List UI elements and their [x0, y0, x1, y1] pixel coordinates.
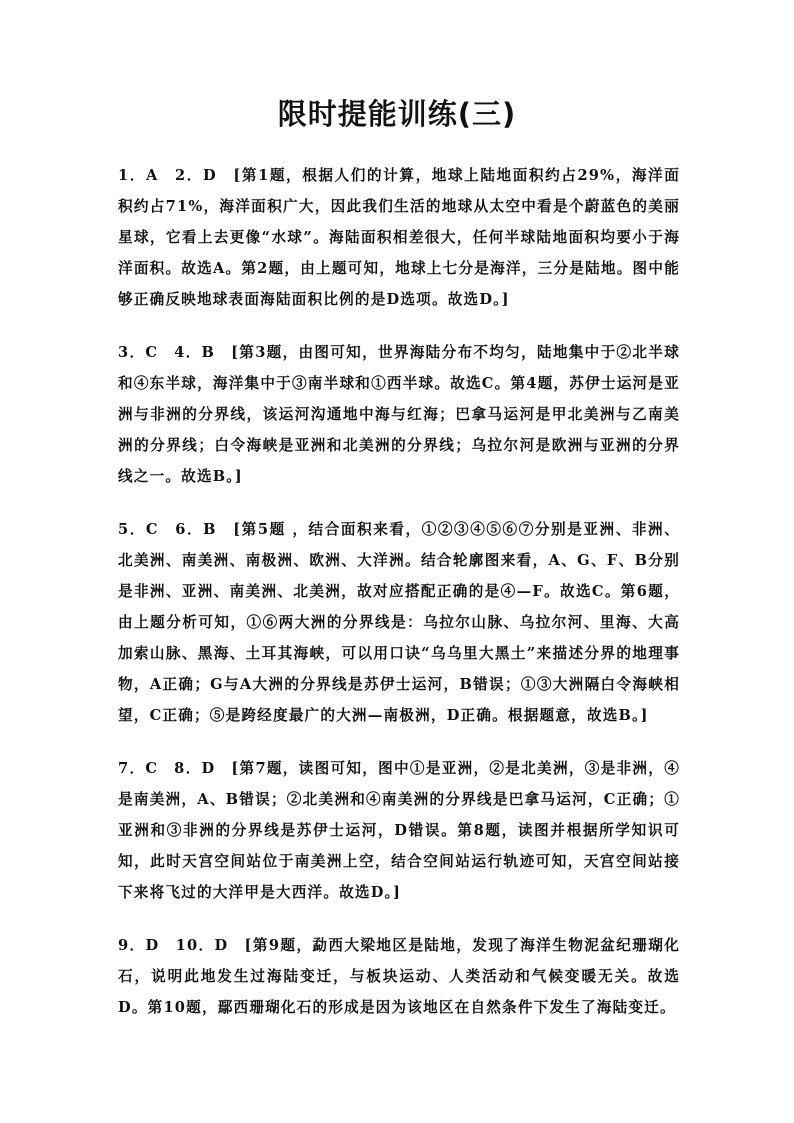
answer-paragraph-9-10: 9．D 10．D [第9题，勐西大梁地区是陆地，发现了海洋生物泥盆纪珊瑚化石，说明此地发生过海陆变迁，与板块运动、人类活动和气候变暖无关。故选D。第10题，鄢西珊瑚化石的形成是因为该地区在自然条件下发生了海陆变迁。 [118, 937, 680, 1016]
answer-content [118, 160, 680, 1045]
answer-paragraph-1-2: 1．A 2．D [第1题，根据人们的计算，地球上陆地面积约占29%，海洋面积约占71%，海洋面积广大，因此我们生活的地球从太空中看是个蔚蓝色的美丽星球，它看上去更像“水球”。海陆面积相差很大，任何半球陆地面积均要小于海洋面积。故选A。第2题，由上题可知，地球上七分是海洋，三分是陆地。图中能够正确反映地球表面海陆面积比例的是D选项。故选D。] [118, 167, 680, 308]
document-title: 限时提能训练(三) [277, 97, 517, 131]
answer-paragraph-7-8: 7．C 8．D [第7题，读图可知，图中①是亚洲，②是北美洲，③是非洲，④是南美洲，A、B错误；②北美洲和④南美洲的分界线是巴拿马运河，C正确；①亚洲和③非洲的分界线是苏伊士运河，D错误。第8题，读图并根据所学知识可知，此时天宫空间站位于南美洲上空，结合空间站运行轨迹可知，天宫空间站接下来将飞过的大洋甲是大西洋。故选D。] [118, 760, 680, 901]
answer-paragraph-3-4: 3．C 4．B [第3题，由图可知，世界海陆分布不均匀，陆地集中于②北半球和④东半球，海洋集中于③南半球和①西半球。故选C。第4题，苏伊士运河是亚洲与非洲的分界线，该运河沟通地中海与红海；巴拿马运河是甲北美洲与乙南美洲的分界线；白令海峡是亚洲和北美洲的分界线；乌拉尔河是欧洲与亚洲的分界线之一。故选B。] [118, 344, 680, 485]
answer-paragraph-5-6: 5．C 6．B [第5题 ，结合面积来看，①②③④⑤⑥⑦分别是亚洲、非洲、北美洲、南美洲、南极洲、欧洲、大洋洲。结合轮廓图来看，A、G、F、B分别是非洲、亚洲、南美洲、北美洲，故对应搭配正确的是④—F。故选C。第6题，由上题分析可知，①⑥两大洲的分界线是：乌拉尔山脉、乌拉尔河、里海、大高加索山脉、黑海、土耳其海峡，可以用口诀“乌乌里大黑土”来描述分界的地理事物，A正确；G与A大洲的分界线是苏伊士运河，B错误；①③大洲隔白令海峡相望，C正确；⑤是跨经度最广的大洲—南极洲，D正确。根据题意，故选B。] [118, 521, 680, 724]
